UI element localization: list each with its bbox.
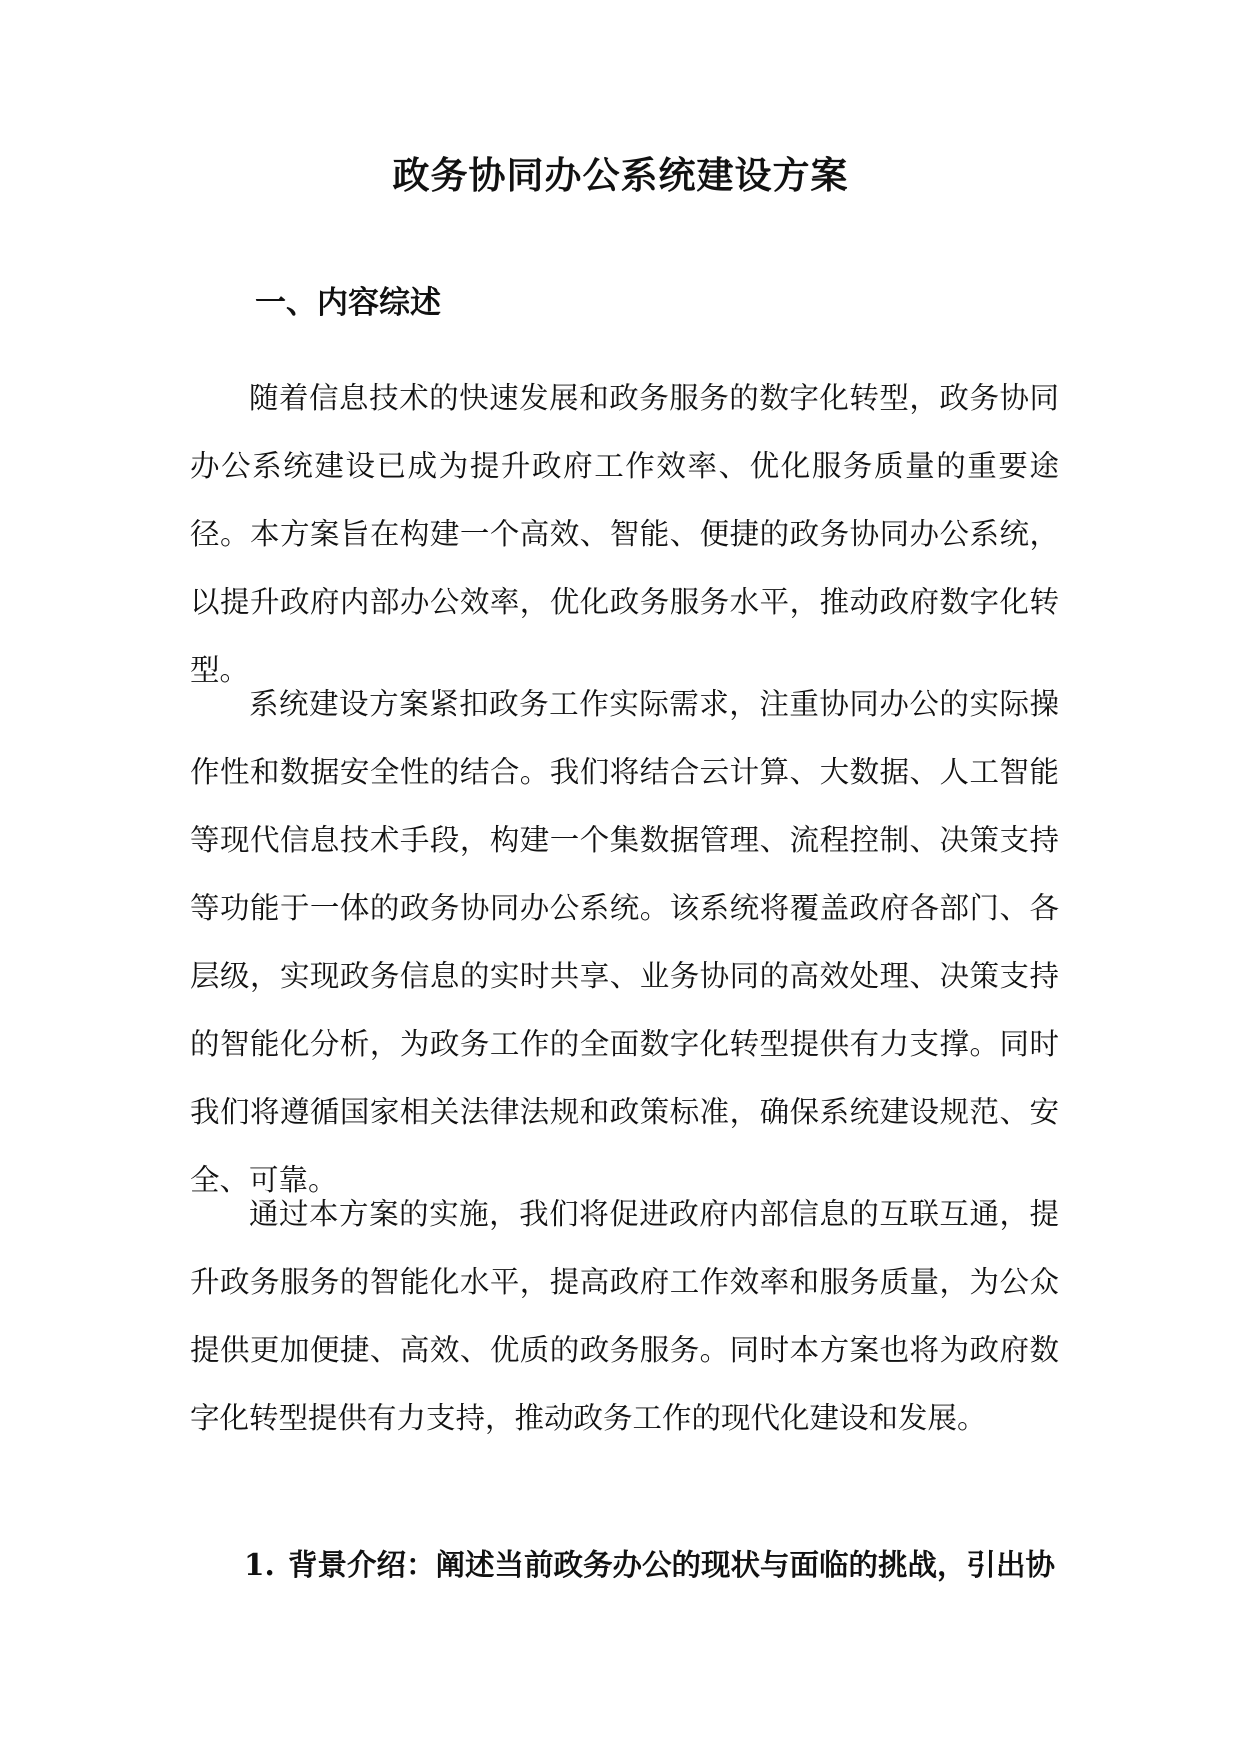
paragraph-3: 通过本方案的实施，我们将促进政府内部信息的互联互通，提升政务服务的智能化水平，提高政府工作效率和服务质量，为公众提供更加便捷、高效、优质的政务服务。同时本方案也将为政府数字化转型提供有力支持，推动政务工作的现代化建设和发展。 bbox=[190, 1197, 1059, 1435]
section-heading: 一、内容综述 bbox=[255, 285, 441, 321]
list-item-text: 背景介绍：阐述当前政务办公的现状与面临的挑战，引出协 bbox=[288, 1547, 1056, 1582]
numbered-list-item bbox=[244, 1543, 1055, 1587]
paragraph-1: 随着信息技术的快速发展和政务服务的数字化转型，政务协同办公系统建设已成为提升政府工作效率、优化服务质量的重要途径。本方案旨在构建一个高效、智能、便捷的政务协同办公系统，以提升政府内部办公效率，优化政务服务水平，推动政府数字化转型。 bbox=[190, 381, 1059, 687]
list-item-number: 1. bbox=[244, 1547, 275, 1582]
document-title: 政务协同办公系统建设方案 bbox=[392, 153, 849, 197]
paragraph-2: 系统建设方案紧扣政务工作实际需求，注重协同办公的实际操作性和数据安全性的结合。我们将结合云计算、大数据、人工智能等现代信息技术手段，构建一个集数据管理、流程控制、决策支持等功能于一体的政务协同办公系统。该系统将覆盖政府各部门、各层级，实现政务信息的实时共享、业务协同的高效处理、决策支持的智能化分析，为政务工作的全面数字化转型提供有力支撑。同时我们将遵循国家相关法律法规和政策标准，确保系统建设规范、安全、可靠。 bbox=[190, 687, 1059, 1197]
